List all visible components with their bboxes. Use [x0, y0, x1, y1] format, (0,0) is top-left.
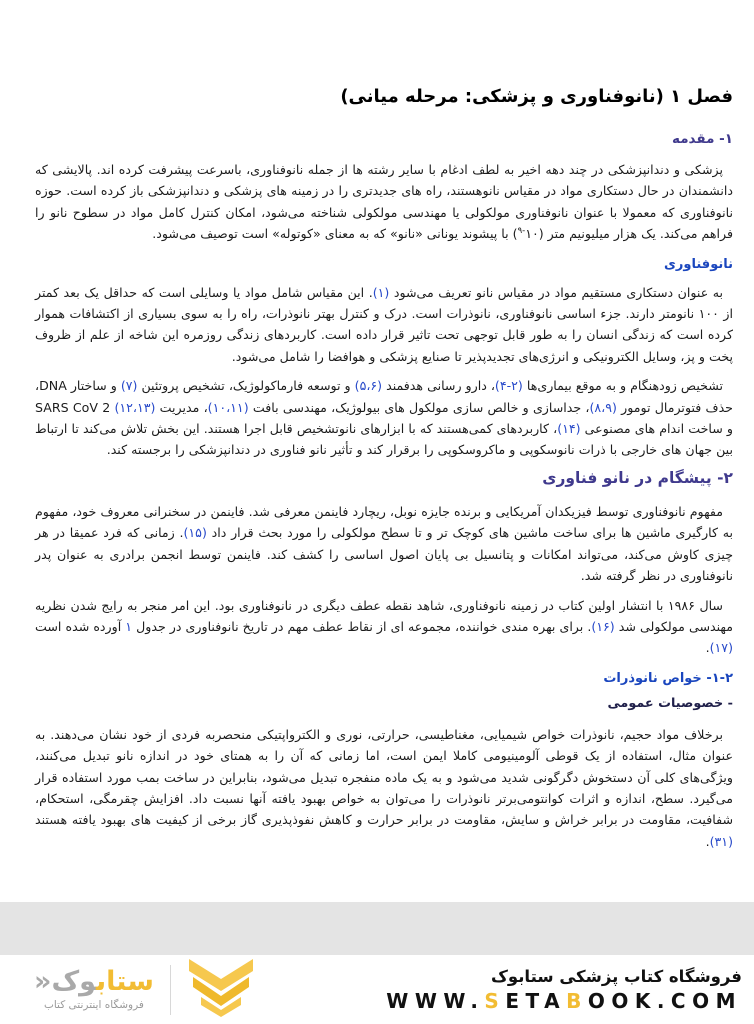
- text-segment-gold: ستاب: [96, 966, 154, 997]
- paragraph-nanotechnology-definition: به عنوان دستکاری مستقیم مواد در مقیاس نانو تعریف می‌شود (۱). این مقیاس شامل مواد یا وسایلی است که حداقل یک بعد کمتر از ۱۰۰ نانومتر دارند. جزء اساسی نانوفناوری، نانوذرات است. درک و کنترل بهتر نانوذرات، راه را به سوی بسیاری از اکتشافات هموار کرده است که زندگی انسان را به طور قابل توجهی تحت تاثیر قرار داده است. کاربردهای زندگی روزمره این شاخه از علم از ظروف پخت و پز، وسایل الکترونیکی و انرژی‌های تجدیدپذیر تا صنایع پزشکی و هوافضا را شامل می‌شود.: [35, 284, 733, 364]
- text-segment-gold: S: [484, 988, 506, 1013]
- text-segment-sup: -۹: [517, 226, 526, 237]
- reference-citation: (۱۲،۱۳): [114, 399, 156, 415]
- setabook-chevron-icon: [185, 959, 257, 1021]
- reference-citation: (۱۷): [709, 640, 733, 656]
- reference-citation: (۷): [120, 378, 138, 394]
- page-bottom-shade: [0, 902, 754, 955]
- heading-nanotechnology: نانوفناوری: [664, 256, 733, 272]
- heading-nanoparticle-properties: ۱-۲- خواص نانوذرات: [603, 670, 733, 686]
- paragraph-feynman: مفهوم نانوفناوری توسط فیزیکدان آمریکایی و برنده جایزه نوبل، ریچارد فاینمن معرفی شد. فاینمن در سخنرانی معروف خود، مفهوم به کارگیری ماشین ها برای ساخت ماشین های کوچک تر و تا سطح مولکولی را مورد بحث قرار داد (۱۵). زمانی که فرد عمیقا در هر چیزی کاوش می‌کند، می‌تواند امکانات و پتانسیل بی پایان اصول اساسی را کشف کند. فاینمن توسط انجمن برادری به عنوان پدر نانوفناوری در نظر گرفته شد.: [35, 503, 733, 584]
- logo-divider: [170, 965, 171, 1015]
- reference-citation: (۱۶): [591, 618, 615, 634]
- reference-citation: (۸،۹): [589, 399, 617, 415]
- reference-citation: (۲-۴): [494, 378, 523, 394]
- reference-citation: ۱: [125, 618, 133, 634]
- footer-banner: [0, 955, 754, 1024]
- heading-general-characteristics: - خصوصیات عمومی: [607, 695, 733, 711]
- reference-citation: (۱۴): [557, 421, 581, 437]
- logo-wordmark: [34, 968, 154, 995]
- reference-citation: (۱۵): [183, 525, 207, 541]
- setabook-logo: [34, 959, 257, 1021]
- heading-pioneer: ۲- پیشگام در نانو فناوری: [542, 468, 733, 487]
- text-segment-gray: وک«: [34, 966, 97, 997]
- paragraph-introduction: پزشکی و دندانپزشکی در چند دهه اخیر به لطف ادغام با سایر رشته ها از جمله نانوفناوری، باسرعت پیشرفت کرده اند. پالایشی که دانشمندان در حال دستکاری مواد در مقیاس نانوهستند، راه های جدیدتری را در زمینه های پزشکی و دندانپزشکی باز کرده است. حوزه نانوفناوری که معمولا با عنوان نانوفناوری مولکولی یا مهندسی مولکولی شناخته می‌شود، امکان کنترل کامل مواد در سطوح نانو را فراهم می‌کند. یک هزار میلیونیم متر $(۱۰^{-۹})$ با پیشوند یونانی «نانو» که به معنای «کوتوله» است توصیف می‌شود.: [35, 162, 733, 242]
- paragraph-applications: تشخیص زودهنگام و به موقع بیماری‌ها (۲-۴)، دارو رسانی هدفمند (۵،۶) و توسعه فارماکولوژیک، تشخیص پروتئین (۷) و ساختار DNA، حذف فتوترمال تومور (۸،۹)، جداسازی و خالص سازی مولکول های بیولوژیک، مهندسی بافت (۱۰،۱۱)، مدیریت SARS CoV 2 (۱۲،۱۳) و ساخت اندام های مصنوعی (۱۴)، کاربردهای کمی‌هستند که با ابزارهای نانوتشخیص قابل اجرا هستند. این بخش تلاش می‌کند تا ارتباط بین جهان های خارجی با ذرات نانوسکوپی و ماکروسکوپی را برقرار کند و تأثیر نانو فناوری در دندانپزشکی را برجسته کند.: [35, 378, 734, 458]
- reference-citation: (۵،۶): [354, 378, 383, 394]
- reference-citation: (۱۰،۱۱): [207, 399, 249, 415]
- logo-tagline: فروشگاه اینترنتی کتاب: [43, 999, 144, 1011]
- paragraph-general-characteristics: برخلاف مواد حجیم، نانوذرات خواص شیمیایی، مغناطیسی، حرارتی، نوری و الکترواپتیکی منحصربه فردی از خود نشان می‌دهند. به عنوان مثال، استفاده از یک قوطی آلومینیومی کاملا ایمن است، اما زمانی که آن را به همتای خود در اندازه نانو تبدیل می‌کنند، ویژگی‌های کلی آن دستخوش دگرگونی شدید می‌شود و به یک ماده منفجره تبدیل می‌شود، بنابراین در ساخت بمب مورد استفاده قرار می‌گیرد. سطح، اندازه و اثرات کوانتومی‌برتر نانوذرات را می‌توان به خواص بهبود یافته آنها نسبت داد. افزایش چقرمگی، استحکام، شفافیت، مقاومت در برابر خراش و سایش، مقاومت در برابر حرارت و کاهش نفوذپذیری گاز برخی از کیفیت های بهبود یافته هستند (۳۱).: [35, 726, 733, 849]
- paragraph-first-book: سال ۱۹۸۶ با انتشار اولین کتاب در زمینه نانوفناوری، شاهد نقطه عطف دیگری در نانوفناوری بود. این امر منجر به رایج شدن نظریه مهندسی مولکولی شد (۱۶). برای بهره مندی خواننده، مجموعه ای از نقاط عطف مهم در تاریخ نانوفناوری در جدول ۱ آورده شده است (۱۷).: [35, 597, 733, 656]
- chapter-title: فصل ۱ (نانوفناوری و پزشکی: مرحله میانی): [340, 86, 733, 107]
- website-url: WWW.SETABOOK.COM: [386, 988, 742, 1013]
- footer-store-info: [386, 967, 742, 1013]
- heading-introduction: ۱- مقدمه: [672, 131, 733, 147]
- logo-wordmark-block: [34, 968, 154, 1011]
- store-name: فروشگاه کتاب پزشکی ستابوک: [491, 966, 742, 986]
- text-segment-gold: B: [566, 988, 588, 1013]
- reference-citation: (۱): [372, 284, 390, 300]
- reference-citation: (۳۱): [709, 833, 733, 849]
